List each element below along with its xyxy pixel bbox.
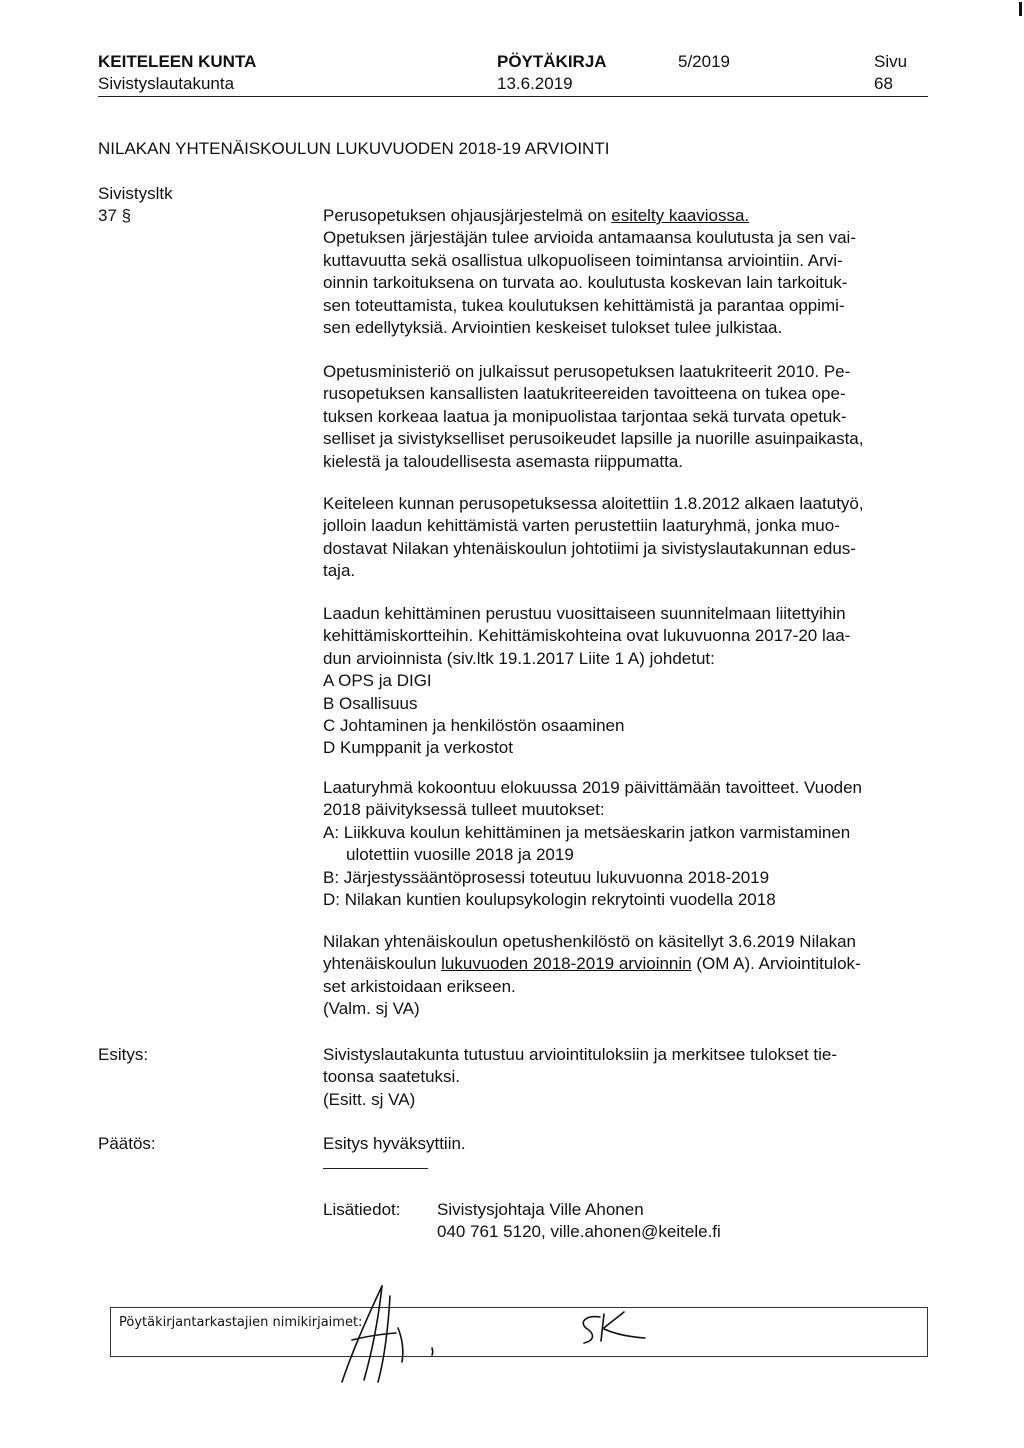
issue-number: 5/2019: [678, 52, 730, 71]
paragraph-text: yhtenäiskoulun: [323, 954, 442, 974]
meeting-date: 13.6.2019: [497, 74, 573, 93]
page-title: NILAKAN YHTENÄISKOULUN LUKUVUODEN 2018-19 ARVIOINTI: [98, 139, 610, 158]
evaluation-link[interactable]: lukuvuoden 2018-2019 arvioinnin: [441, 954, 692, 974]
contact-name: Sivistysjohtaja Ville Ahonen: [437, 1200, 644, 1219]
committee-name: Sivistyslautakunta: [98, 74, 235, 93]
proposal-text: [323, 1044, 928, 1111]
contact-label: Lisätiedot:: [323, 1200, 401, 1219]
paragraph-line: Sivistyslautakunta tutustuu arviointituloksiin ja merkitsee tulokset tie-: [323, 1045, 838, 1064]
paragraph-line: Opetusministeriö on julkaissut perusopetuksen laatukriteerit 2010. Pe-: [323, 362, 851, 381]
list-item: B Osallisuus: [323, 693, 418, 713]
paragraph-line: set arkistoidaan erikseen.: [323, 976, 516, 996]
header-rule: [98, 96, 928, 97]
presenter-note: (Esitt. sj VA): [323, 1089, 416, 1109]
chart-link[interactable]: esitelty kaaviossa.: [611, 206, 750, 225]
preparer-note: (Valm. sj VA): [323, 999, 420, 1019]
paragraph-1: [323, 205, 928, 339]
proposal-label: Esitys:: [98, 1045, 149, 1064]
paragraph-2: [323, 361, 928, 473]
paragraph-6: [323, 931, 928, 1021]
separator-line: [323, 1168, 428, 1169]
paragraph-line: tuksen korkeaa laatua ja monipuolistaa tarjontaa sekä turvata opetuk-: [323, 406, 847, 426]
paragraph-line: kielestä ja taloudellisesta asemasta riippumatta.: [323, 451, 684, 471]
section-number: 37 §: [98, 206, 132, 225]
paragraph-line: Keiteleen kunnan perusopetuksessa aloitettiin 1.8.2012 alkaen laatutyö,: [323, 494, 864, 513]
contact-details: 040 761 5120, ville.ahonen@keitele.fi: [437, 1222, 721, 1241]
signature-box: [110, 1307, 928, 1357]
paragraph-1-text: Perusopetuksen ohjausjärjestelmä on: [323, 206, 612, 225]
scan-mark: [1019, 2, 1022, 16]
paragraph-line: sen edellytyksiä. Arviointien keskeiset tulokset tulee julkistaa.: [323, 318, 783, 338]
page-number: 68: [874, 74, 893, 93]
list-item: C Johtaminen ja henkilöstön osaaminen: [323, 716, 625, 736]
list-item-continuation: ulotettiin vuosille 2018 ja 2019: [346, 845, 574, 865]
paragraph-line: selliset ja sivistykselliset perusoikeudet lapsille ja nuorille asuinpaikasta,: [323, 429, 864, 449]
decision-label: Päätös:: [98, 1134, 156, 1153]
paragraph-line: sen toteuttamista, tukea koulutuksen kehittämistä ja parantaa oppimi-: [323, 295, 845, 315]
signature-label: Pöytäkirjantarkastajien nimikirjaimet:: [119, 1315, 363, 1330]
list-item: B: Järjestyssääntöprosessi toteutuu lukuvuonna 2018-2019: [323, 867, 770, 887]
decision-text: Esitys hyväksyttiin.: [323, 1134, 466, 1153]
paragraph-line: jolloin laadun kehittämistä varten perustettiin laaturyhmä, jonka muo-: [323, 516, 840, 536]
paragraph-line: 2018 päivityksessä tulleet muutokset:: [323, 800, 605, 820]
paragraph-line: kehittämiskortteihin. Kehittämiskohteina ovat lukuvuonna 2017-20 laa-: [323, 626, 851, 646]
paragraph-5: [323, 777, 928, 911]
paragraph-line: kuttavuutta sekä osallistua ulkopuoliseen toimintansa arviointiin. Arvi-: [323, 250, 843, 270]
paragraph-line: dostavat Nilakan yhtenäiskoulun johtotiimi ja sivistyslautakunnan edus-: [323, 538, 856, 558]
list-item: D Kumppanit ja verkostot: [323, 738, 513, 758]
list-item: A OPS ja DIGI: [323, 671, 432, 691]
list-item: A: Liikkuva koulun kehittäminen ja metsäeskarin jatkon varmistaminen: [323, 822, 851, 842]
paragraph-line: Opetuksen järjestäjän tulee arvioida antamaansa koulutusta ja sen vai-: [323, 228, 856, 248]
paragraph-line: oinnin tarkoituksena on turvata ao. koulutusta koskevan lain tarkoituk-: [323, 273, 848, 293]
paragraph-line: toonsa saatetuksi.: [323, 1067, 461, 1087]
committee-abbr: Sivistysltk: [98, 184, 173, 203]
paragraph-line: Laaturyhmä kokoontuu elokuussa 2019 päivittämään tavoitteet. Vuoden: [323, 778, 863, 797]
paragraph-line: Nilakan yhtenäiskoulun opetushenkilöstö on käsitellyt 3.6.2019 Nilakan: [323, 932, 857, 951]
paragraph-line: rusopetuksen kansallisten laatukriteereiden tavoitteena on tukea ope-: [323, 384, 846, 404]
paragraph-4: [323, 603, 928, 760]
page-label: Sivu: [874, 52, 908, 71]
paragraph-line: taja.: [323, 561, 356, 581]
paragraph-text: (OM A). Arviointitulok-: [691, 954, 861, 974]
list-item: D: Nilakan kuntien koulupsykologin rekrytointi vuodella 2018: [323, 890, 776, 910]
document-type: PÖYTÄKIRJA: [497, 52, 607, 71]
paragraph-line: Laadun kehittäminen perustuu vuosittaiseen suunnitelmaan liitettyihin: [323, 604, 846, 623]
paragraph-3: [323, 493, 928, 583]
municipality-name: KEITELEEN KUNTA: [98, 52, 257, 71]
paragraph-line: dun arvioinnista (siv.ltk 19.1.2017 Liite 1 A) johdetut:: [323, 648, 715, 668]
